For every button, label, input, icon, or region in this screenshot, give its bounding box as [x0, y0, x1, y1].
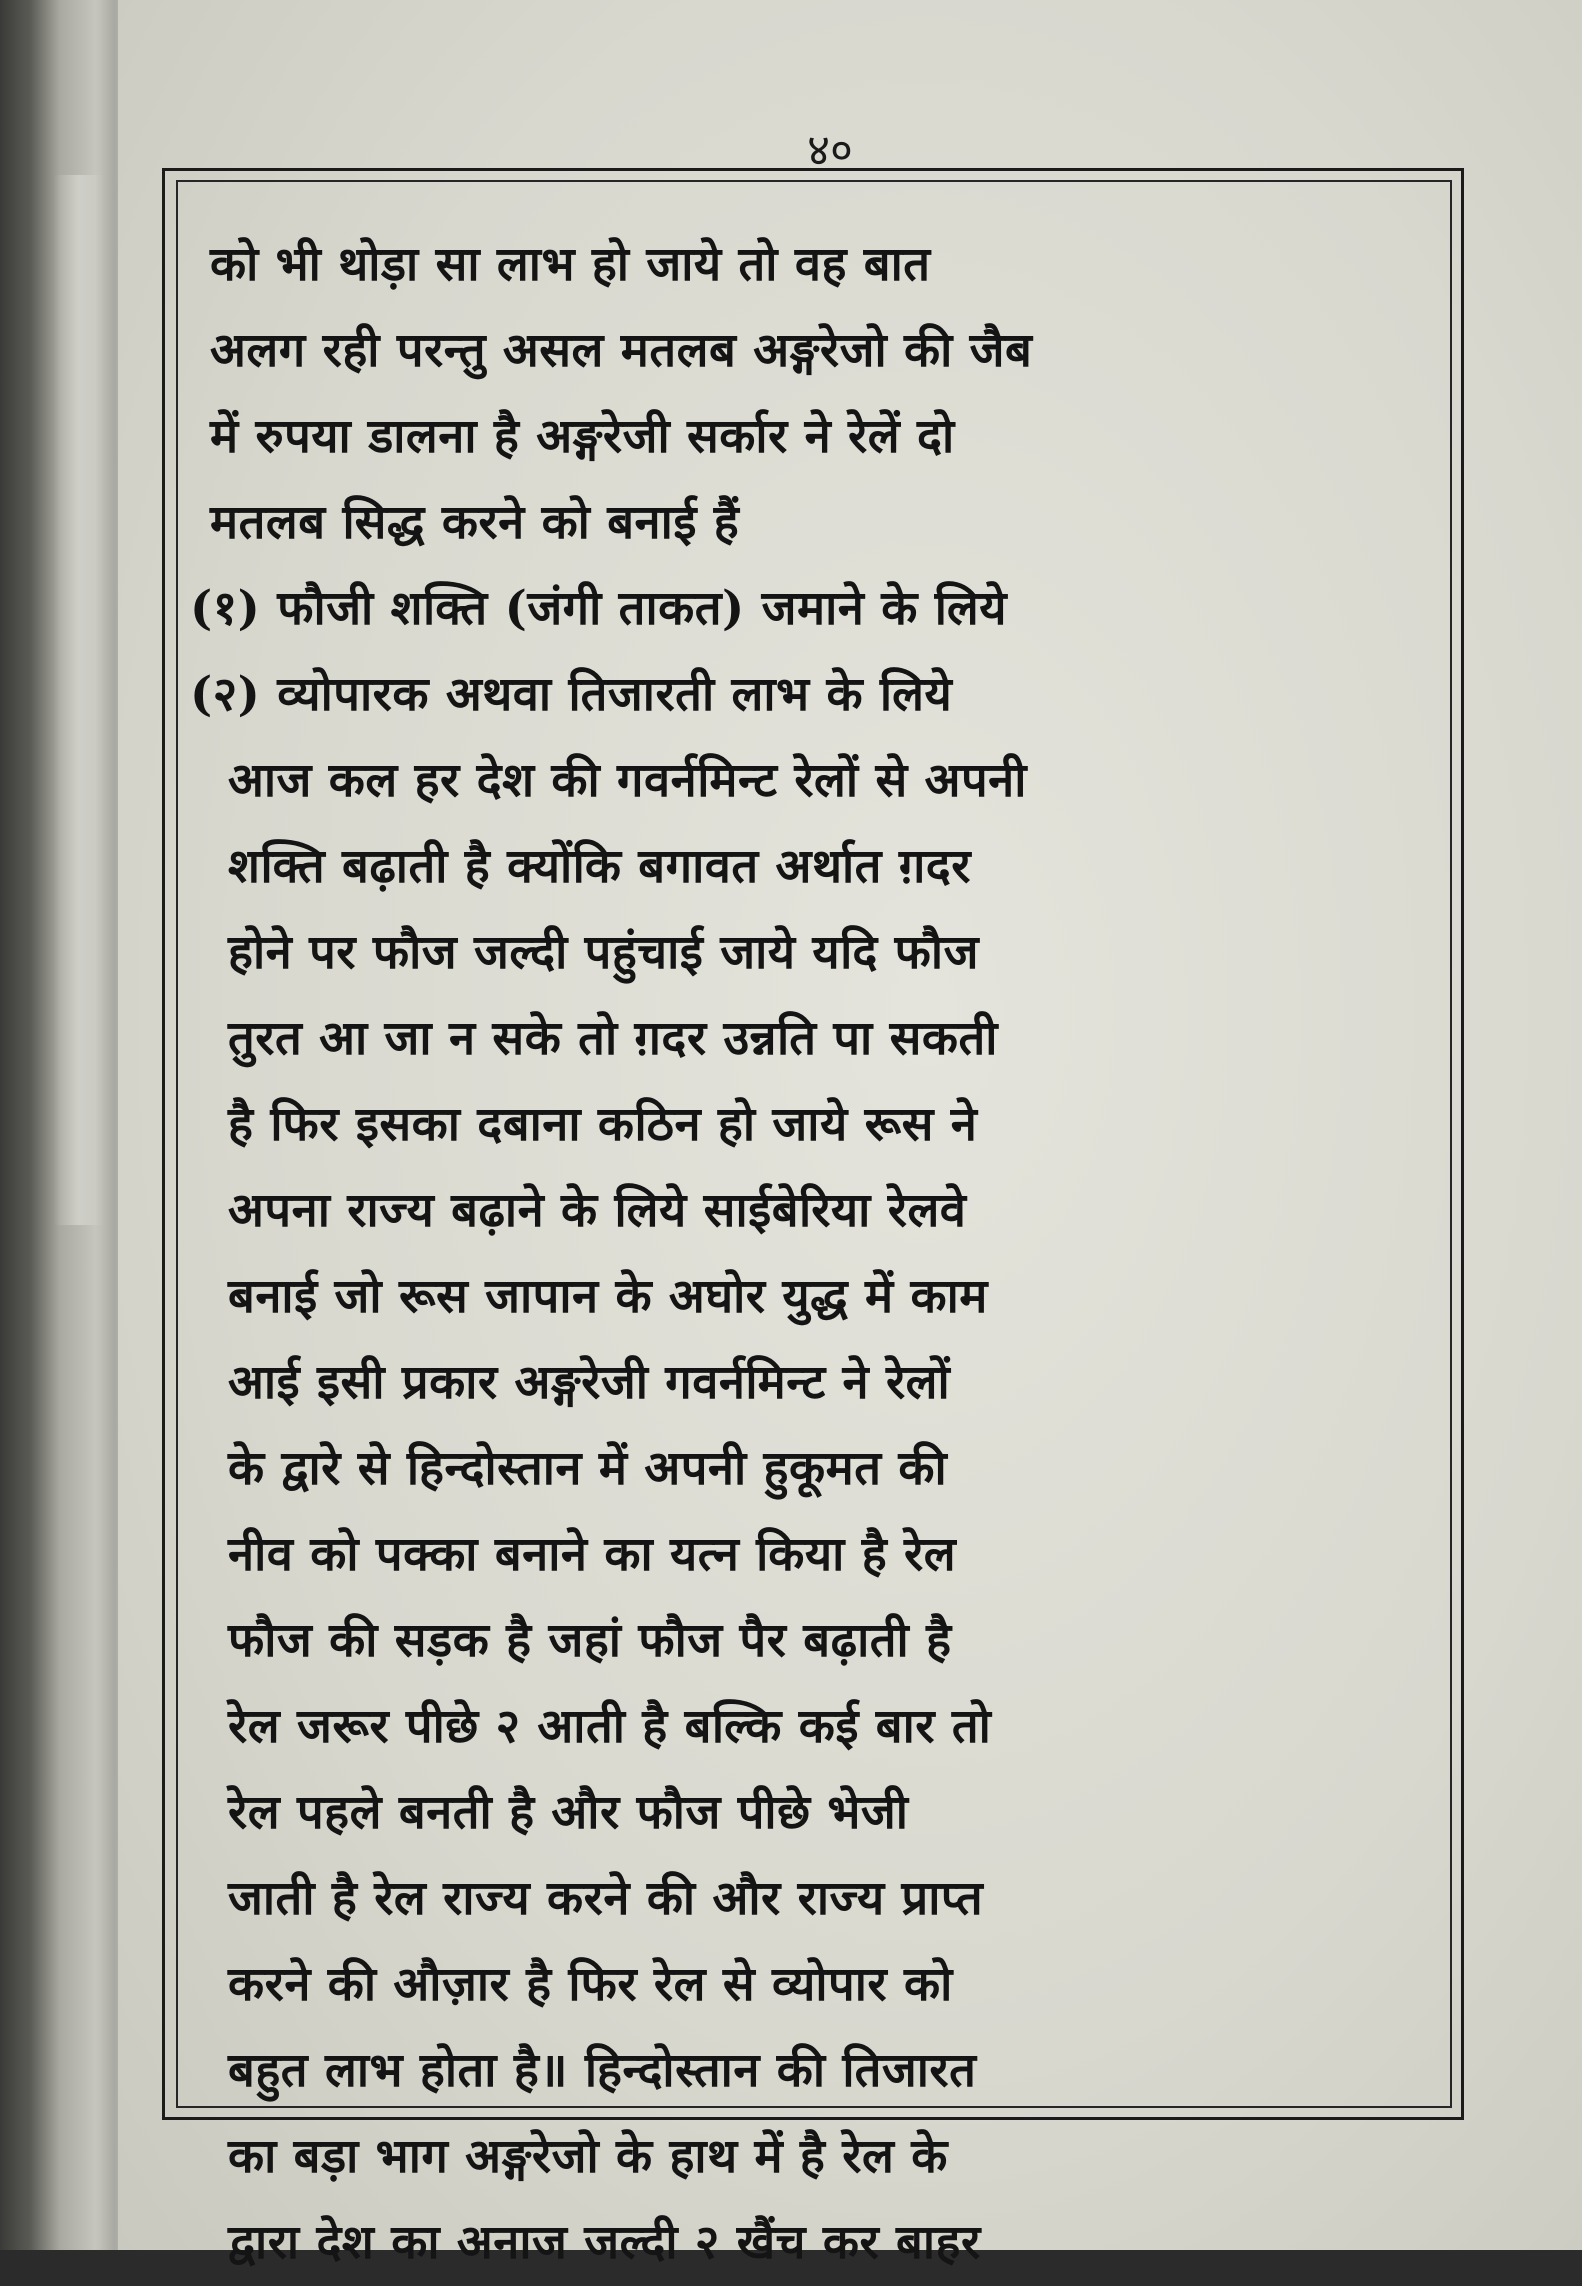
list-item-2: (२) व्योपारक अथवा तिजारती लाभ के लिये — [190, 667, 953, 722]
text-line: अलग रही परन्तु असल मतलब अङ्गरेजो की जैब — [210, 323, 1033, 378]
text-line: के द्वारे से हिन्दोस्तान में अपनी हुकूमत की — [228, 1441, 948, 1496]
text-line: तुरत आ जा न सके तो ग़दर उन्नति पा सकती — [228, 1011, 998, 1066]
text-line: बनाई जो रूस जापान के अघोर युद्ध में काम — [228, 1269, 988, 1324]
text-line: को भी थोड़ा सा लाभ हो जाये तो वह बात — [210, 237, 931, 292]
text-line: है फिर इसका दबाना कठिन हो जाये रूस ने — [228, 1097, 978, 1152]
text-line: रेल पहले बनती है और फौज पीछे भेजी — [228, 1785, 909, 1840]
text-line: नीव को पक्का बनाने का यत्न किया है रेल — [228, 1527, 957, 1582]
text-line: शक्ति बढ़ाती है क्योंकि बगावत अर्थात ग़दर — [228, 839, 971, 894]
text-line: रेल जरूर पीछे २ आती है बल्कि कई बार तो — [228, 1699, 992, 1754]
text-line: फौज की सड़क है जहां फौज पैर बढ़ाती है — [228, 1613, 952, 1668]
page-number: ४० — [807, 125, 853, 176]
text-line: आज कल हर देश की गवर्नमिन्ट रेलों से अपनी — [228, 753, 1027, 808]
text-line: अपना राज्य बढ़ाने के लिये साईबेरिया रेलवे — [228, 1183, 967, 1238]
text-line: द्वारा देश का अनाज जल्दी २ खैंच कर बाहर — [228, 2215, 981, 2270]
text-line: करने की औज़ार है फिर रेल से व्योपार को — [228, 1957, 953, 2012]
text-line: होने पर फौज जल्दी पहुंचाई जाये यदि फौज — [228, 925, 979, 980]
text-line: जाती है रेल राज्य करने की और राज्य प्राप्त — [228, 1871, 984, 1926]
text-line: बहुत लाभ होता है॥ हिन्दोस्तान की तिजारत — [228, 2043, 977, 2098]
text-line: आई इसी प्रकार अङ्गरेजी गवर्नमिन्ट ने रेलों — [228, 1355, 951, 1410]
text-line: मतलब सिद्ध करने को बनाई हैं — [210, 495, 740, 550]
text-line: में रुपया डालना है अङ्गरेजी सर्कार ने रेलें दो — [210, 409, 955, 464]
list-item-1: (१) फौजी शक्ति (जंगी ताकत) जमाने के लिये — [190, 581, 1007, 636]
text-line: का बड़ा भाग अङ्गरेजो के हाथ में है रेल के — [228, 2129, 948, 2184]
handwritten-text-block — [190, 222, 1440, 2286]
